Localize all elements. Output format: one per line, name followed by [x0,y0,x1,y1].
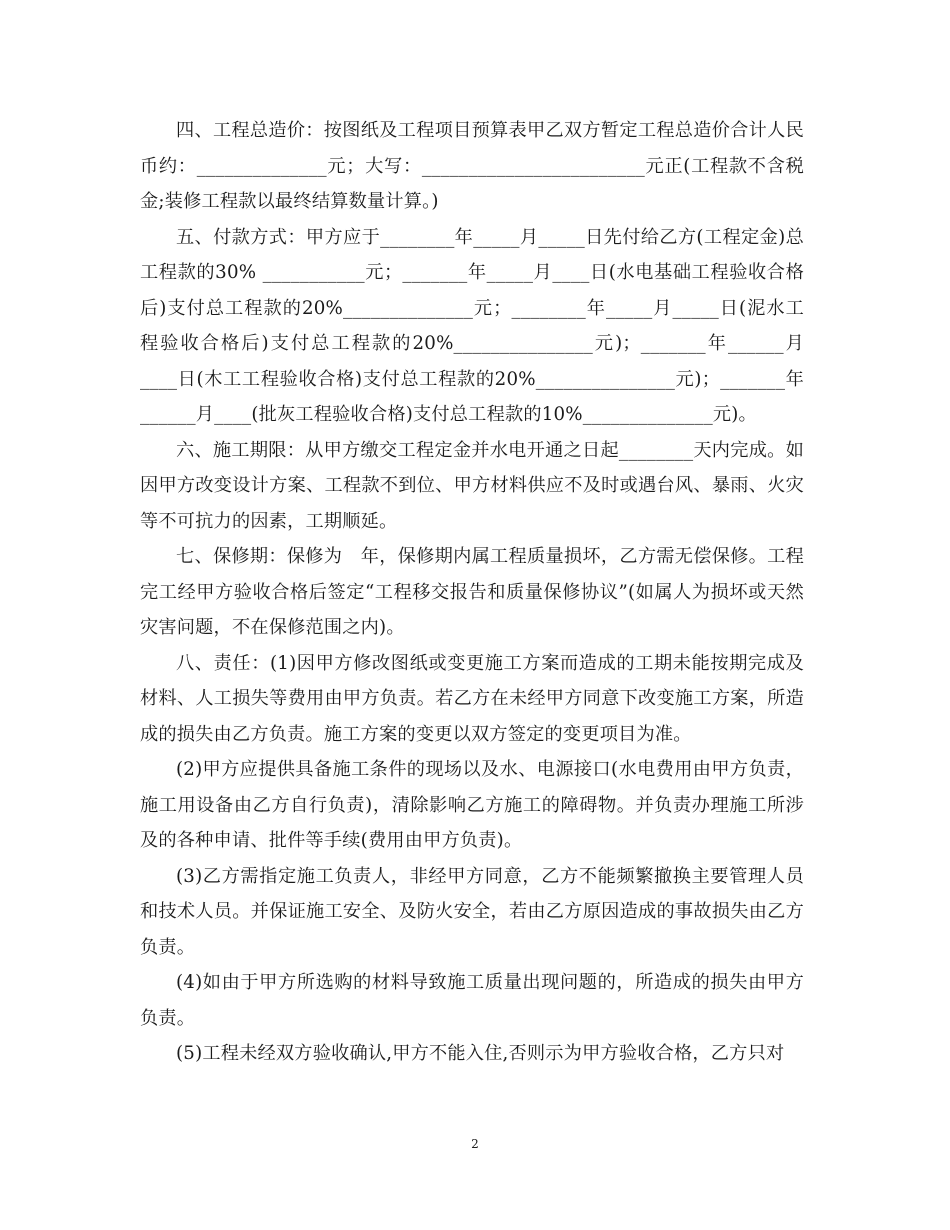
document-body [140,113,804,1072]
section-8-responsibility-1: 八、责任：(1)因甲方修改图纸或变更施工方案而造成的工期未能按期完成及材料、人工损失等费用由甲方负责。若乙方在未经甲方同意下改变施工方案，所造成的损失由乙方负责。施工方案的变更以双方签定的变更项目为准。 [140,652,804,745]
page-number: 2 [471,1137,479,1151]
section-7-warranty: 七、保修期：保修为 年，保修期内属工程质量损坏，乙方需无偿保修。工程完工经甲方验收合格后签定“工程移交报告和质量保修协议”(如属人为损坏或天然灾害问题，不在保修范围之内)。 [140,546,804,638]
section-8-responsibility-5: (5)工程未经双方验收确认,甲方不能入住,否则示为甲方验收合格，乙方只对 [176,1043,785,1064]
section-5-payment-terms: 五、付款方式：甲方应于________年_____月_____日先付给乙方(工程定金)总工程款的30% ___________元；_______年_____月____日(水电基础工程验收合格后)支付总工程款的20%______________元；________年_____月_____日(泥水工程验收合格后)支付总工程款的20%_______________元)；_______年______月____日(木工工程验收合格)支付总工程款的20%_______________元)；_______年______月____(批灰工程验收合格)支付总工程款的10%______________元)。 [140,226,804,425]
section-4-total-cost: 四、工程总造价：按图纸及工程项目预算表甲乙双方暂定工程总造价合计人民币约：______________元；大写：________________________元正(工程款不含税金;装修工程款以最终结算数量计算。) [140,120,804,212]
section-6-construction-period: 六、施工期限：从甲方缴交工程定金并水电开通之日起________天内完成。如因甲方改变设计方案、工程款不到位、甲方材料供应不及时或遇台风、暴雨、火灾等不可抗力的因素，工期顺延。 [140,439,804,532]
section-8-responsibility-4: (4)如由于甲方所选购的材料导致施工质量出现问题的，所造成的损失由甲方负责。 [140,972,804,1029]
section-8-responsibility-3: (3)乙方需指定施工负责人，非经甲方同意，乙方不能频繁撤换主要管理人员和技术人员。并保证施工安全、及防火安全，若由乙方原因造成的事故损失由乙方负责。 [140,865,804,958]
section-8-responsibility-2: (2)甲方应提供具备施工条件的现场以及水、电源接口(水电费用由甲方负责，施工用设备由乙方自行负责)，清除影响乙方施工的障碍物。并负责办理施工所涉及的各种申请、批件等手续(费用由甲方负责)。 [140,759,804,851]
